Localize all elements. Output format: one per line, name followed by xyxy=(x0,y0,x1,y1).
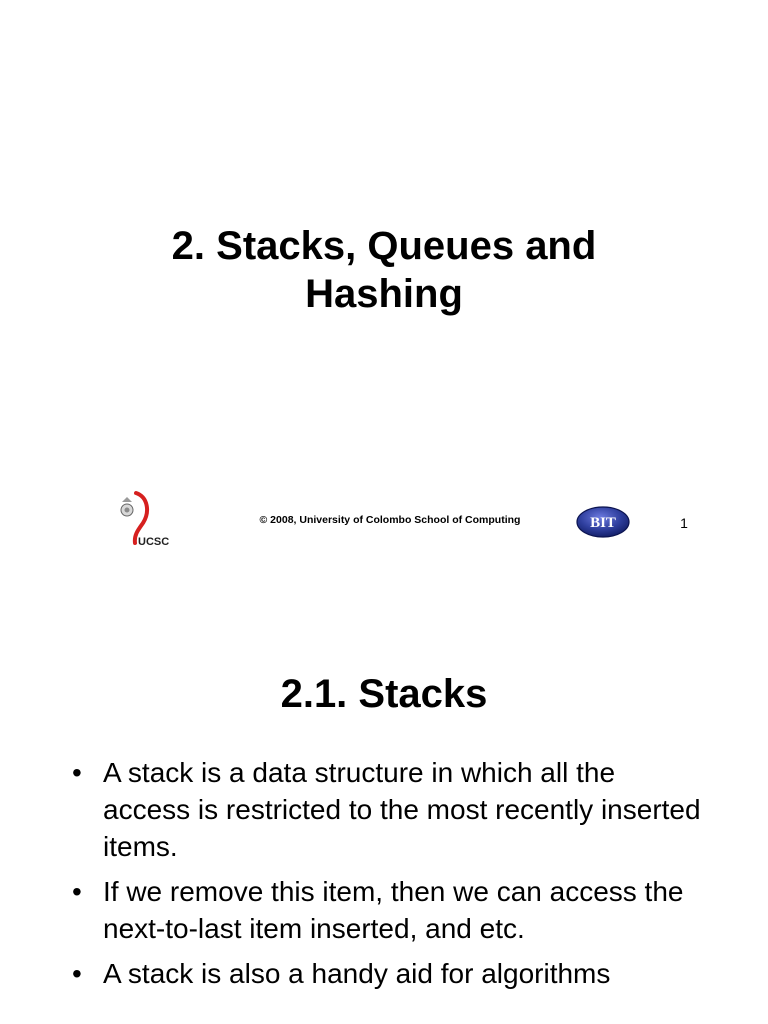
footer-copyright: © 2008, University of Colombo School of Computing xyxy=(259,514,521,526)
bit-logo-text: BIT xyxy=(590,515,616,531)
slide-title xyxy=(0,222,768,318)
page-number: 1 xyxy=(680,515,688,531)
bullet-item xyxy=(72,873,702,947)
bullet-text: If we remove this item, then we can access the next-to-last item inserted, and etc. xyxy=(103,876,684,944)
bullet-text: A stack is a data structure in which all the access is restricted to the most recently inserted items. xyxy=(103,757,701,862)
bullet-text: A stack is also a handy aid for algorithms xyxy=(103,958,611,989)
ucsc-logo-text: UCSC xyxy=(138,536,170,548)
bullet-item xyxy=(72,754,702,865)
ucsc-logo-icon xyxy=(116,490,174,548)
slide-2 xyxy=(0,576,768,1024)
bit-logo xyxy=(575,505,631,539)
slide-title-line-1: 2. Stacks, Queues and xyxy=(171,224,597,268)
bullet-item xyxy=(72,955,702,992)
bit-logo-icon xyxy=(575,505,631,539)
bullet-marker-icon: • xyxy=(72,757,82,788)
ucsc-logo xyxy=(116,490,174,548)
bullet-marker-icon: • xyxy=(72,876,82,907)
slide-title-line-2: Hashing xyxy=(305,272,463,316)
bullet-list xyxy=(72,754,702,1000)
slide-2-title: 2.1. Stacks xyxy=(280,672,488,716)
bullet-marker-icon: • xyxy=(72,958,82,989)
